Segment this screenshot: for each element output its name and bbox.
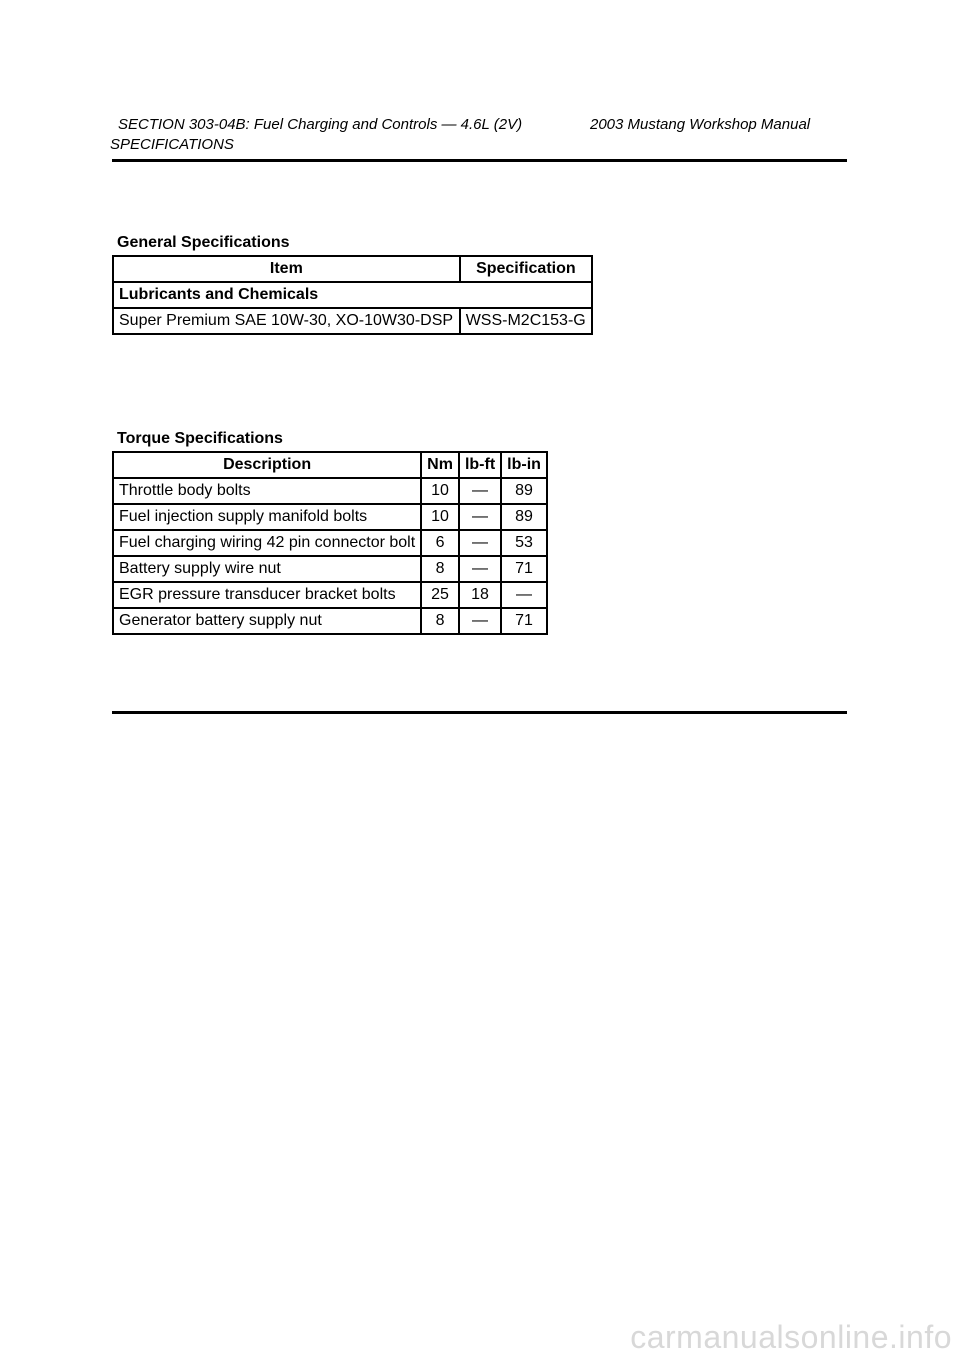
general-specs-caption: General Specifications [117,234,290,251]
general-specs-table [112,255,593,335]
nm-cell: 8 [421,608,459,634]
lb-in-cell: 89 [501,478,547,504]
lb-in-cell: 89 [501,504,547,530]
nm-cell: 25 [421,582,459,608]
description-cell: Fuel charging wiring 42 pin connector bolt [113,530,421,556]
table-row [113,478,547,504]
watermark: carmanualsonline.info [630,1319,952,1355]
specification-cell: WSS-M2C153-G [460,308,592,334]
description-cell: Battery supply wire nut [113,556,421,582]
header-divider [112,159,847,162]
nm-cell: 8 [421,556,459,582]
column-header-specification: Specification [460,256,592,282]
column-header-lb-ft: lb-ft [459,452,501,478]
table-group-row [113,282,592,308]
torque-specs-table [112,451,548,635]
column-header-description: Description [113,452,421,478]
nm-cell: 6 [421,530,459,556]
description-cell: Generator battery supply nut [113,608,421,634]
table-row [113,504,547,530]
lb-ft-cell: — [459,478,501,504]
item-cell: Super Premium SAE 10W-30, XO-10W30-DSP [113,308,460,334]
description-cell: Throttle body bolts [113,478,421,504]
lb-ft-cell: — [459,556,501,582]
subsection-title: SPECIFICATIONS [110,136,234,153]
table-row [113,608,547,634]
lb-ft-cell: — [459,504,501,530]
table-row [113,556,547,582]
nm-cell: 10 [421,478,459,504]
description-cell: EGR pressure transducer bracket bolts [113,582,421,608]
torque-specs-caption: Torque Specifications [117,430,283,447]
lb-ft-cell: — [459,530,501,556]
manual-title: 2003 Mustang Workshop Manual [590,116,811,133]
lb-in-cell: — [501,582,547,608]
table-row [113,582,547,608]
lb-ft-cell: — [459,608,501,634]
footer-divider [112,711,847,714]
lb-in-cell: 53 [501,530,547,556]
table-row [113,308,592,334]
group-label: Lubricants and Chemicals [113,282,592,308]
column-header-item: Item [113,256,460,282]
column-header-lb-in: lb-in [501,452,547,478]
table-header-row [113,256,592,282]
lb-ft-cell: 18 [459,582,501,608]
description-cell: Fuel injection supply manifold bolts [113,504,421,530]
lb-in-cell: 71 [501,556,547,582]
section-header: SECTION 303-04B: Fuel Charging and Controls — 4.6L (2V) [118,116,523,133]
column-header-nm: Nm [421,452,459,478]
nm-cell: 10 [421,504,459,530]
lb-in-cell: 71 [501,608,547,634]
table-header-row [113,452,547,478]
table-row [113,530,547,556]
